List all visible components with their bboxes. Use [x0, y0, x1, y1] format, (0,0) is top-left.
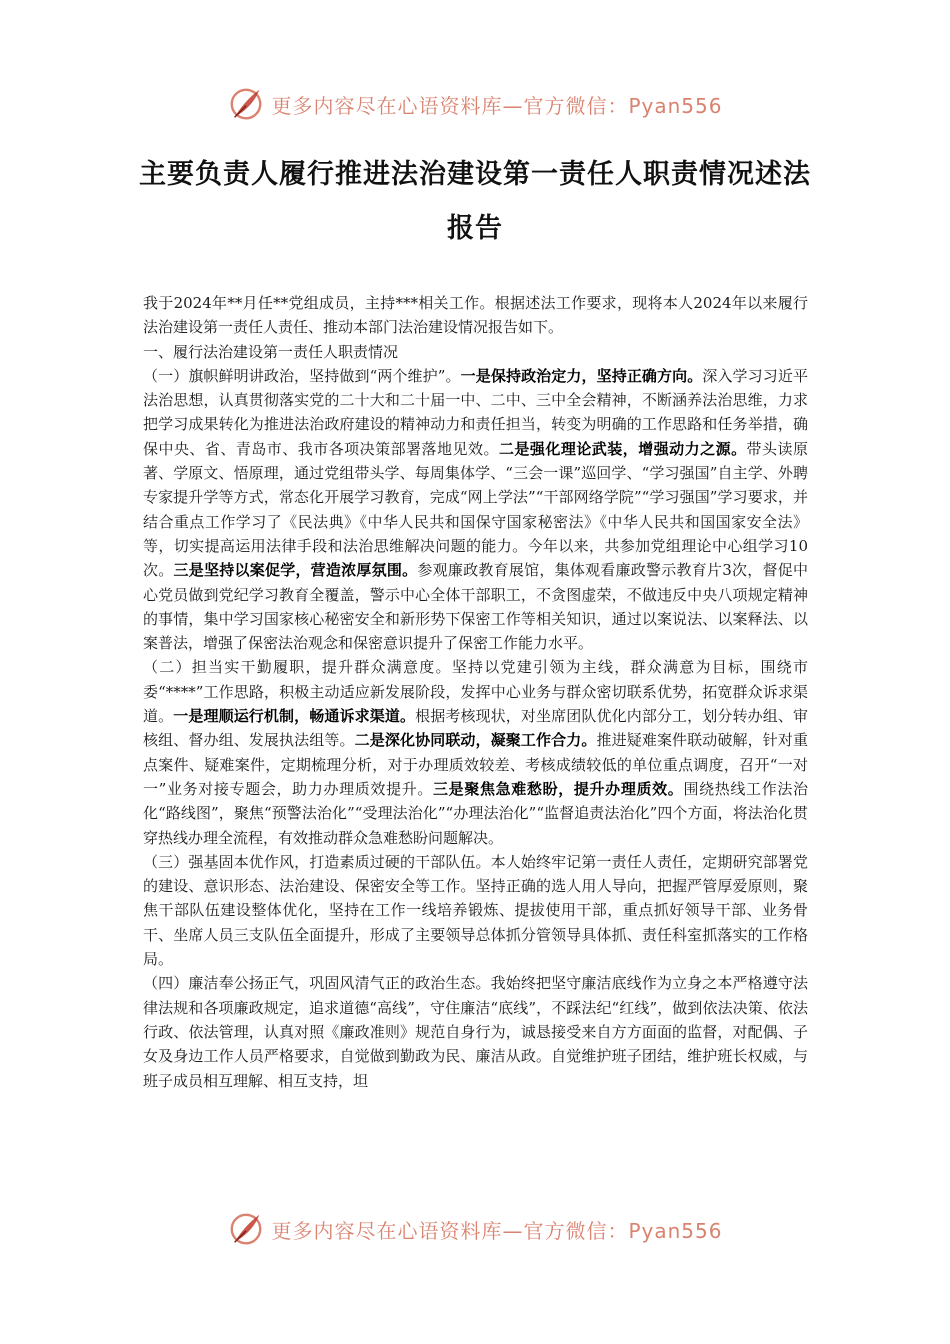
watermark-text: 更多内容尽在心语资料库—官方微信：Pyan556	[271, 93, 723, 118]
paragraph-1	[143, 364, 808, 656]
feather-pen-logo-icon	[227, 1210, 265, 1248]
p1-bold-1: 一是保持政治定力，坚持正确方向。	[460, 366, 703, 385]
document-title: 主要负责人履行推进法治建设第一责任人职责情况述法报告	[139, 159, 811, 244]
p2-lead: （二）担当实干勤履职，提升群众满意度。坚持以党建引领为主线，群众满意为目标，围绕市委“****”工作思路，积极主动适应新发展阶段，发挥中心业务与群众密切联系优势，拓宽群众诉求渠道。	[143, 658, 808, 726]
p1-text-2: 带头读原著、学原文、悟原理，通过党组带头学、每周集体学、“三会一课”巡回学、“学习强国”自主学、外聘专家提升学等方式，常态化开展学习教育，完成“网上学法”“干部网络学院”“学习强国”学习要求，并结合重点工作学习了《民法典》《中华人民共和国保守国家秘密法》《中华人民共和国国家安全法》等，切实提高运用法律手段和法治思维解决问题的能力。今年以来，共参加党组理论中心组学习10次。	[143, 439, 808, 580]
feather-pen-logo-icon	[227, 85, 265, 123]
p2-text-2: 推进疑难案件联动破解，针对重点案件、疑难案件，定期梳理分析，对于办理质效较差、考核成绩较低的单位重点调度，召开“一对一”业务对接专题会，助力办理质效提升。	[143, 731, 808, 798]
p2-text-3: 围绕热线工作法治化“路线图”，聚焦“预警法治化”“受理法治化”“办理法治化”“监督追责法治化”四个方面，将法治化贯穿热线办理全流程，有效推动群众急难愁盼问题解决。	[143, 779, 808, 847]
p1-text-3: 参观廉政教育展馆，集体观看廉政警示教育片3次，督促中心党员做到党纪学习教育全覆盖，警示中心全体干部职工，不贪图虚荣，不做违反中央八项规定精神的事情，集中学习国家核心秘密安全和新形势下保密工作等相关知识，通过以案说法、以案释法、以案普法，增强了保密法治观念和保密意识提升了保密工作能力水平。	[143, 561, 808, 653]
document-body	[143, 291, 808, 1093]
p2-bold-2: 二是深化协同联动，凝聚工作合力。	[354, 731, 597, 750]
p1-bold-2: 二是强化理论武装，增强动力之源。	[498, 439, 747, 458]
watermark-banner-bottom	[0, 1207, 950, 1251]
watermark-banner-top	[0, 82, 950, 126]
p2-bold-3: 三是聚焦急难愁盼，提升办理质效。	[433, 779, 684, 798]
paragraph-3: （三）强基固本优作风，打造素质过硬的干部队伍。本人始终牢记第一责任人责任，定期研究部署党的建设、意识形态、法治建设、保密安全等工作。坚持正确的选人用人导向，把握严管厚爱原则，聚焦干部队伍建设整体优化，坚持在工作一线培养锻炼、提拔使用干部，重点抓好领导干部、业务骨干、坐席人员三支队伍全面提升，形成了主要领导总体抓分管领导具体抓、责任科室抓落实的工作格局。	[143, 852, 808, 969]
paragraph-4: （四）廉洁奉公扬正气，巩固风清气正的政治生态。我始终把坚守廉洁底线作为立身之本严格遵守法律法规和各项廉政规定，追求道德“高线”，守住廉洁“底线”，不踩法纪“红线”，做到依法决策、依法行政、依法管理，认真对照《廉政准则》规范自身行为，诚恳接受来自方方面面的监督，对配偶、子女及身边工作人员严格要求，自觉做到勤政为民、廉洁从政。自觉维护班子团结，维护班长权威，与班子成员相互理解、相互支持，坦	[143, 974, 808, 1090]
section-heading: 一、履行法治建设第一责任人职责情况	[143, 342, 399, 361]
paragraph-2	[143, 655, 808, 849]
intro-paragraph: 我于2024年**月任**党组成员，主持***相关工作。根据述法工作要求，现将本人2024年以来履行法治建设第一责任人责任、推动本部门法治建设情况报告如下。	[143, 294, 808, 337]
p1-bold-3: 三是坚持以案促学，营造浓厚氛围。	[173, 561, 418, 580]
p2-bold-1: 一是理顺运行机制，畅通诉求渠道。	[173, 707, 416, 726]
p1-text-1: 深入学习习近平法治思想，认真贯彻落实党的二十大和二十届一中、二中、三中全会精神，不断涵养法治思维，力求把学习成果转化为推进法治政府建设的精神动力和责任担当，转变为明确的工作思路和任务举措，确保中央、省、青岛市、我市各项决策部署落地见效。	[143, 366, 808, 458]
p2-text-1: 根据考核现状，对坐席团队优化内部分工，划分转办组、审核组、督办组、发展执法组等。	[143, 707, 808, 750]
watermark-text: 更多内容尽在心语资料库—官方微信：Pyan556	[271, 1218, 723, 1243]
p1-lead: （一）旗帜鲜明讲政治，坚持做到“两个维护”。	[143, 366, 461, 385]
